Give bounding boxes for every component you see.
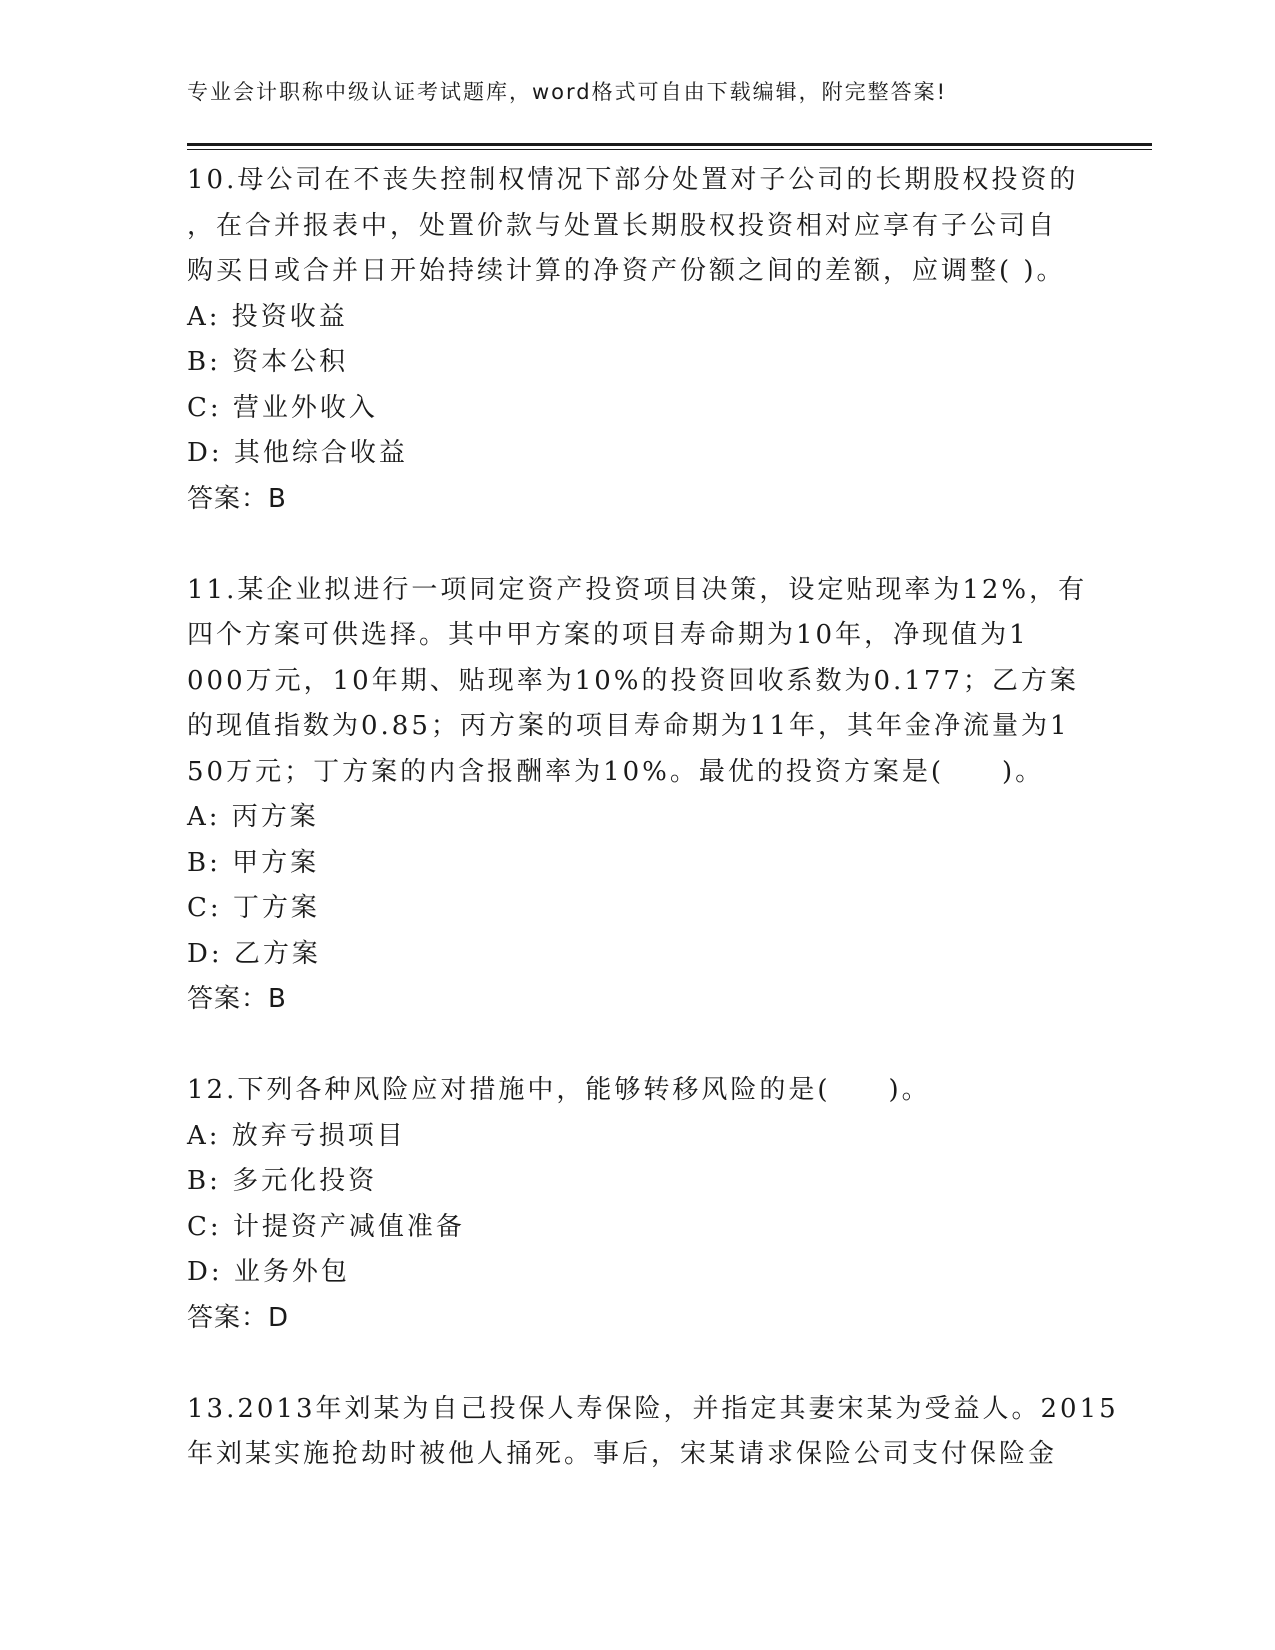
question-spacer [187,1023,1087,1069]
question-text-line: 13.2013年刘某为自己投保人寿保险，并指定其妻宋某为受益人。2015 [187,1393,1119,1424]
option-c: C: 计提资产减值准备 [187,1211,465,1242]
header-rule-thin [187,149,1152,150]
question-spacer [187,1341,1087,1387]
question-10 [187,158,1087,522]
question-12 [187,1068,1087,1341]
question-text-line: 000万元，10年期、贴现率为10%的投资回收系数为0.177；乙方案 [187,665,1079,696]
option-c: C: 营业外收入 [187,392,378,423]
answer: 答案：B [187,483,287,514]
question-text-line: 四个方案可供选择。其中甲方案的项目寿命期为10年，净现值为1 [187,620,1029,650]
question-text-line: 购买日或合并日开始持续计算的净资产份额之间的差额，应调整( )。 [187,256,1066,286]
option-a: A: 放弃亏损项目 [187,1120,406,1151]
header-rule-thick [187,143,1152,146]
question-text-line: 的现值指数为0.85；丙方案的项目寿命期为11年，其年金净流量为1 [187,711,1070,741]
document-body [187,158,1119,1478]
option-c: C: 丁方案 [187,893,320,923]
page-header: 专业会计职称中级认证考试题库，word格式可自由下载编辑，附完整答案! [187,80,948,104]
question-text-line: ，在合并报表中，处置价款与处置长期股权投资相对应享有子公司自 [187,210,1058,241]
question-text-line: 年刘某实施抢劫时被他人捅死。事后，宋某请求保险公司支付保险金 [187,1439,1058,1469]
question-text-line: 10.母公司在不丧失控制权情况下部分处置对子公司的长期股权投资的 [187,165,1079,195]
question-text-line: 12.下列各种风险应对措施中，能够转移风险的是( )。 [187,1075,931,1105]
question-text-line: 50万元；丁方案的内含报酬率为10%。最优的投资方案是( )。 [187,756,1045,787]
option-d: D: 乙方案 [187,938,321,969]
question-11 [187,568,1087,1023]
option-a: A: 丙方案 [187,802,319,832]
option-b: B: 资本公积 [187,347,349,377]
answer: 答案：B [187,984,287,1014]
question-13 [187,1387,1119,1478]
option-b: B: 甲方案 [187,847,320,878]
option-b: B: 多元化投资 [187,1166,378,1196]
question-text-line: 11.某企业拟进行一项同定资产投资项目决策，设定贴现率为12%，有 [187,574,1088,605]
option-a: A: 投资收益 [187,301,348,332]
answer: 答案：D [187,1302,290,1333]
question-spacer [187,522,1087,568]
option-d: D: 业务外包 [187,1257,350,1287]
option-d: D: 其他综合收益 [187,438,408,468]
